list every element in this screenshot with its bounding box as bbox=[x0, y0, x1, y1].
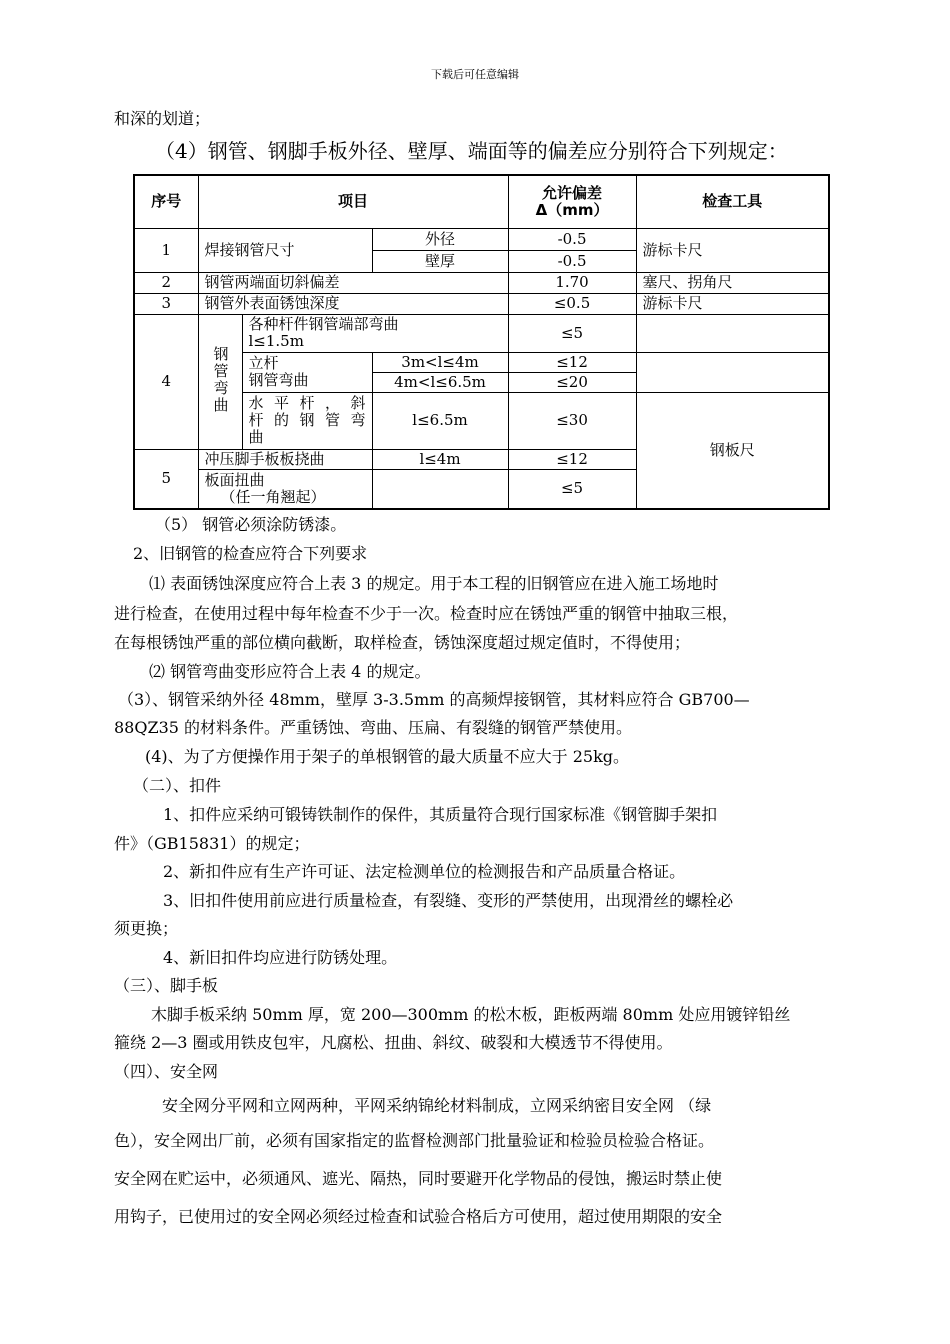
para-old-pipe-2: ⑵ 钢管弯曲变形应符合上表 4 的规定。 bbox=[149, 662, 431, 681]
table-row bbox=[134, 293, 829, 314]
fastener-1b: 件》（GB15831）的规定； bbox=[114, 834, 310, 853]
table-header-row bbox=[134, 175, 829, 228]
row4b-tool bbox=[636, 352, 829, 392]
row5a-value: ≤12 bbox=[508, 449, 636, 469]
net-para-a: 安全网分平网和立网两种，平网采纳锦纶材料制成，立网采纳密目安全网 （绿 bbox=[162, 1096, 712, 1115]
row5b-item: 板面扭曲 （任一角翘起） bbox=[198, 469, 372, 509]
para-4: (4)、为了方便操作用于架子的单根钢管的最大质量不应大于 25kg。 bbox=[145, 747, 630, 766]
row2-tool: 塞尺、拐角尺 bbox=[636, 272, 829, 293]
row4-no: 4 bbox=[134, 314, 198, 449]
section-scaffold-board: （三）、脚手板 bbox=[114, 976, 219, 995]
row5a-item: 冲压脚手板板挠曲 bbox=[198, 449, 372, 469]
deviation-table bbox=[133, 174, 830, 510]
row1b-value: -0.5 bbox=[508, 250, 636, 272]
row5-no: 5 bbox=[134, 449, 198, 509]
row5b-value: ≤5 bbox=[508, 469, 636, 509]
row4c-cond: l≤6.5m bbox=[372, 392, 508, 449]
row3-tool: 游标卡尺 bbox=[636, 293, 829, 314]
para-old-pipe-title: 2、旧钢管的检查应符合下列要求 bbox=[133, 544, 368, 563]
row4b1-value: ≤12 bbox=[508, 352, 636, 372]
row4b2-cond: 4m<l≤6.5m bbox=[372, 372, 508, 392]
row4b2-value: ≤20 bbox=[508, 372, 636, 392]
fastener-4: 4、新旧扣件均应进行防锈处理。 bbox=[163, 948, 398, 967]
tool-steel-ruler: 钢板尺 bbox=[636, 392, 829, 509]
para-old-pipe-1b: 进行检查，在使用过程中每年检查不少于一次。检查时应在锈蚀严重的钢管中抽取三根， bbox=[114, 604, 739, 623]
net-para-c: 安全网在贮运中，必须通风、遮光、隔热，同时要避开化学物品的侵蚀，搬运时禁止使 bbox=[114, 1169, 723, 1188]
row1b-sub: 壁厚 bbox=[372, 250, 508, 272]
header-tool: 检查工具 bbox=[636, 175, 829, 228]
row4a-tool bbox=[636, 314, 829, 352]
row3-no: 3 bbox=[134, 293, 198, 314]
para-5: （5） 钢管必须涂防锈漆。 bbox=[155, 515, 347, 534]
row2-value: 1.70 bbox=[508, 272, 636, 293]
net-para-d: 用钩子，已使用过的安全网必须经过检查和试验合格后方可使用，超过使用期限的安全 bbox=[114, 1207, 723, 1226]
board-para-b: 箍绕 2—3 圈或用铁皮包牢，凡腐松、扭曲、斜纹、破裂和大模透节不得使用。 bbox=[114, 1033, 673, 1052]
para-3b: 88QZ35 的材料条件。严重锈蚀、弯曲、压扁、有裂缝的钢管严禁使用。 bbox=[114, 718, 633, 737]
para-continuation: 和深的划道； bbox=[114, 109, 211, 128]
row3-item: 钢管外表面锈蚀深度 bbox=[198, 293, 508, 314]
row4a-item: 各种杆件钢管端部弯曲 l≤1.5m bbox=[242, 314, 508, 352]
net-para-b: 色），安全网出厂前，必须有国家指定的监督检测部门批量验证和检验员检验合格证。 bbox=[114, 1131, 715, 1150]
para-old-pipe-1a: ⑴ 表面锈蚀深度应符合上表 3 的规定。用于本工程的旧钢管应在进入施工场地时 bbox=[149, 574, 719, 593]
row1a-value: -0.5 bbox=[508, 228, 636, 250]
page-header: 下载后可任意编辑 bbox=[431, 68, 519, 81]
row4b1-cond: 3m<l≤4m bbox=[372, 352, 508, 372]
row2-item: 钢管两端面切斜偏差 bbox=[198, 272, 508, 293]
para-3a: （3）、钢管采纳外径 48mm，壁厚 3-3.5mm 的高频焊接钢管，其材料应符合 GB700— bbox=[118, 690, 750, 709]
fastener-1a: 1、扣件应采纳可锻铸铁制作的保件，其质量符合现行国家标准《钢管脚手架扣 bbox=[163, 805, 718, 824]
header-no: 序号 bbox=[134, 175, 198, 228]
row1-item: 焊接钢管尺寸 bbox=[198, 228, 372, 272]
row4c-value: ≤30 bbox=[508, 392, 636, 449]
row4c-item: 水平杆，斜 杆的钢管弯 曲 bbox=[242, 392, 372, 449]
table-row bbox=[134, 272, 829, 293]
section-4-heading: （4）钢管、钢脚手板外径、壁厚、端面等的偏差应分别符合下列规定： bbox=[155, 139, 788, 163]
section-safety-net: （四）、安全网 bbox=[114, 1062, 219, 1081]
row5a-cond: l≤4m bbox=[372, 449, 508, 469]
section-fasteners: （二）、扣件 bbox=[133, 776, 222, 795]
row4-group: 钢管弯曲 bbox=[198, 314, 242, 449]
row1-tool: 游标卡尺 bbox=[636, 228, 829, 272]
row1a-sub: 外径 bbox=[372, 228, 508, 250]
row4a-value: ≤5 bbox=[508, 314, 636, 352]
header-item: 项目 bbox=[198, 175, 508, 228]
table-row bbox=[134, 228, 829, 250]
fastener-3a: 3、旧扣件使用前应进行质量检查，有裂缝、变形的严禁使用，出现滑丝的螺栓必 bbox=[163, 891, 734, 910]
fastener-3b: 须更换； bbox=[114, 919, 179, 938]
table-row bbox=[134, 314, 829, 352]
para-old-pipe-1c: 在每根锈蚀严重的部位横向截断，取样检查，锈蚀深度超过规定值时，不得使用； bbox=[114, 633, 691, 652]
header-tolerance: 允许偏差 Δ（mm） bbox=[508, 175, 636, 228]
row3-value: ≤0.5 bbox=[508, 293, 636, 314]
fastener-2: 2、新扣件应有生产许可证、法定检测单位的检测报告和产品质量合格证。 bbox=[163, 862, 686, 881]
row4b-item: 立杆 钢管弯曲 bbox=[242, 352, 372, 392]
row5b-cond bbox=[372, 469, 508, 509]
row1-no: 1 bbox=[134, 228, 198, 272]
row2-no: 2 bbox=[134, 272, 198, 293]
board-para-a: 木脚手板采纳 50mm 厚，宽 200—300mm 的松木板，距板两端 80mm 处应用镀锌铅丝 bbox=[151, 1005, 791, 1024]
